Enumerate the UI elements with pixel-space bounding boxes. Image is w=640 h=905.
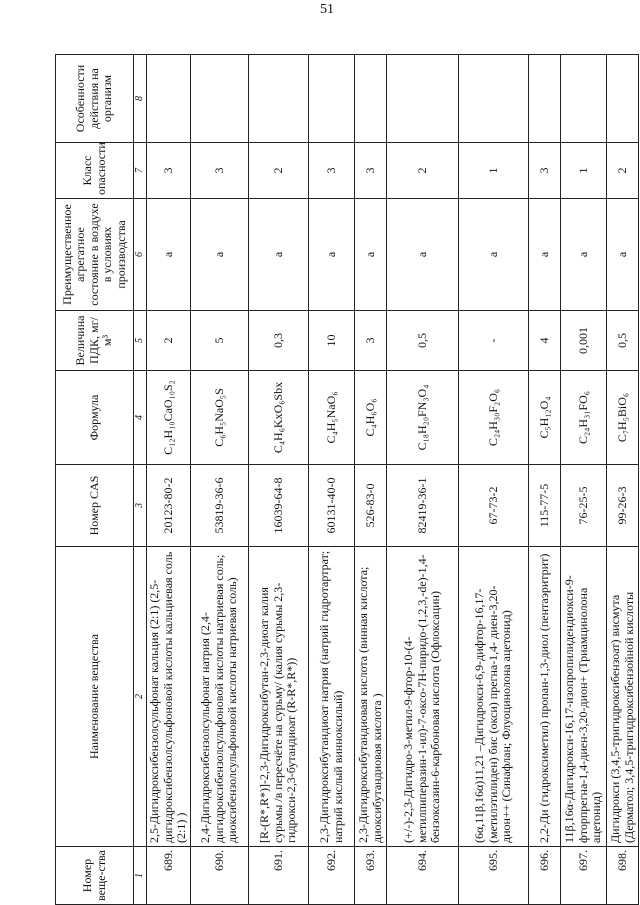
pdk-value: 0,5 (387, 311, 459, 371)
column-number: 7 (134, 143, 147, 199)
hazard-class: 3 (191, 143, 249, 199)
hazard-class: 3 (355, 143, 387, 199)
features (459, 55, 529, 143)
header-state: Преимущественное агрегатное состояние в воздухе в условиях производства (56, 199, 134, 311)
hazard-class: 2 (387, 143, 459, 199)
row-number: 693. (355, 847, 387, 905)
table-row (355, 55, 387, 905)
pdk-value: 10 (309, 311, 355, 371)
column-number: 5 (134, 311, 147, 371)
aggregate-state: а (309, 199, 355, 311)
features (309, 55, 355, 143)
hazard-class: 2 (249, 143, 309, 199)
column-number: 3 (134, 465, 147, 547)
table-row (191, 55, 249, 905)
substance-name: 2,3-Дигидроксибутандиоат натрия (натрий гидротартрат; натрий кислый винноксилый) (309, 547, 355, 847)
features (191, 55, 249, 143)
pdk-value: 0,5 (607, 311, 639, 371)
features (355, 55, 387, 143)
aggregate-state: а (561, 199, 607, 311)
column-number: 2 (134, 547, 147, 847)
hazard-class: 2 (607, 143, 639, 199)
header-pdk: Величина ПДК, мг/м³ (56, 311, 134, 371)
substances-table (55, 54, 639, 905)
pdk-value: 3 (355, 311, 387, 371)
pdk-value: 5 (191, 311, 249, 371)
aggregate-state: а (249, 199, 309, 311)
table-row (309, 55, 355, 905)
cas-number: 60131-40-0 (309, 465, 355, 547)
table-body (147, 55, 639, 905)
substance-name: (+/-)-2,3-Дигидро-3-метил-9-фтор-10-(4-метилпиперазин-1-ил)-7-оксо-7Н-пиридо-(1,2,3,-de)-1,4-бензоксазин-6-карбоновая кислота (Офлоксацин) (387, 547, 459, 847)
row-number: 694. (387, 847, 459, 905)
table-row (607, 55, 639, 905)
table-row (561, 55, 607, 905)
pdk-value: 2 (147, 311, 191, 371)
column-number: 1 (134, 847, 147, 905)
header-features: Особенности действия на организм (56, 55, 134, 143)
substance-name: 2,2-Ди (гидроксиметил) пропан-1,3-диол (пентаэритрит) (529, 547, 561, 847)
cas-number: 53819-36-6 (191, 465, 249, 547)
row-number: 698. (607, 847, 639, 905)
substance-name: (6α,11β,16α)11,21 –Дигидрокси-6,9-дифтор-16,17-(метилэтилиден) бис (окси) прегна-1,4- диен-3,20-дион++ (Синафлан; Флуоцинолона ацетонид) (459, 547, 529, 847)
column-number-row (134, 55, 147, 905)
pdk-value: 4 (529, 311, 561, 371)
row-number: 689. (147, 847, 191, 905)
substance-name: 11β,16α-Дигидрокси-16,17-изопропилидендиокси-9-фторпрегна-1,4-диен-3,20-дион+ (Триамцинолона ацетонид) (561, 547, 607, 847)
pdk-value: - (459, 311, 529, 371)
formula: C₁₈H₂₀FN₃O₄ (387, 371, 459, 465)
formula: C₄H₆KxO₆Sbx (249, 371, 309, 465)
hazard-class: 3 (309, 143, 355, 199)
hazard-class: 1 (459, 143, 529, 199)
header-class: Класс опасности (56, 143, 134, 199)
aggregate-state: а (529, 199, 561, 311)
cas-number: 67-73-2 (459, 465, 529, 547)
cas-number: 16039-64-8 (249, 465, 309, 547)
pdk-value: 0,001 (561, 311, 607, 371)
formula: C₁₂H₁₀CaO₁₀S₂ (147, 371, 191, 465)
table-row (387, 55, 459, 905)
header-row (56, 55, 134, 905)
aggregate-state: а (191, 199, 249, 311)
cas-number: 20123-80-2 (147, 465, 191, 547)
header-number: Номер веще-ства (56, 847, 134, 905)
aggregate-state: а (387, 199, 459, 311)
row-number: 692. (309, 847, 355, 905)
column-number: 8 (134, 55, 147, 143)
rotated-table-container (55, 55, 635, 905)
formula: C₆H₅NaO₅S (191, 371, 249, 465)
formula: C₇H₅BiO₆ (607, 371, 639, 465)
aggregate-state: а (147, 199, 191, 311)
hazard-class: 3 (529, 143, 561, 199)
column-number: 4 (134, 371, 147, 465)
features (529, 55, 561, 143)
aggregate-state: а (607, 199, 639, 311)
page-number: 51 (320, 2, 334, 17)
cas-number: 99-26-3 (607, 465, 639, 547)
table-row (147, 55, 191, 905)
cas-number: 76-25-5 (561, 465, 607, 547)
substance-name: 2,4-Дигидроксибензолсульфонат натрия (2,4-дигидроксибензолсульфоновой кислоты натриевая соль; диоксибензолсульфоновой кислоты натриевая соль) (191, 547, 249, 847)
table-row (459, 55, 529, 905)
features (249, 55, 309, 143)
features (147, 55, 191, 143)
table-row (249, 55, 309, 905)
features (561, 55, 607, 143)
formula: C₄H₅NaO₆ (309, 371, 355, 465)
row-number: 695. (459, 847, 529, 905)
column-number: 6 (134, 199, 147, 311)
header-name: Наименование вещества (56, 547, 134, 847)
substance-name: [R-(R*,R*)]-2,3-Дигидроксибутан-2,3-диоат калия сурьмы /в пересчёте на сурьму/ (калия сурьмы 2,3-гидрокси-2,3-бутандиоат (R-R*,R*)) (249, 547, 309, 847)
substance-name: Дигидрокси (3,4,5-тригидроксибензоат) висмута (Дерматол; 3,4,5-тригидроксибензойной кислоты (607, 547, 639, 847)
header-cas: Номер CAS (56, 465, 134, 547)
table-row (529, 55, 561, 905)
formula: C₂₄H₃₁FO₆ (561, 371, 607, 465)
pdk-value: 0,3 (249, 311, 309, 371)
row-number: 691. (249, 847, 309, 905)
cas-number: 82419-36-1 (387, 465, 459, 547)
formula: C₂₄H₃₀F₂O₆ (459, 371, 529, 465)
features (607, 55, 639, 143)
features (387, 55, 459, 143)
header-formula: Формула (56, 371, 134, 465)
row-number: 696. (529, 847, 561, 905)
row-number: 697. (561, 847, 607, 905)
substance-name: 2,3-Дигидроксибутандиовая кислота (винная кислота; диоксибутандиовая кислота ) (355, 547, 387, 847)
row-number: 690. (191, 847, 249, 905)
aggregate-state: а (459, 199, 529, 311)
formula: C₄H₆O₆ (355, 371, 387, 465)
hazard-class: 3 (147, 143, 191, 199)
hazard-class: 1 (561, 143, 607, 199)
substance-name: 2,5-Дигидроксибензолсульфонат кальция (2:1) (2,5-дигидроксибензолсульфоновой кислоты кальциевая соль (2:1) ) (147, 547, 191, 847)
cas-number: 115-77-5 (529, 465, 561, 547)
aggregate-state: а (355, 199, 387, 311)
formula: C₅H₁₂O₄ (529, 371, 561, 465)
cas-number: 526-83-0 (355, 465, 387, 547)
